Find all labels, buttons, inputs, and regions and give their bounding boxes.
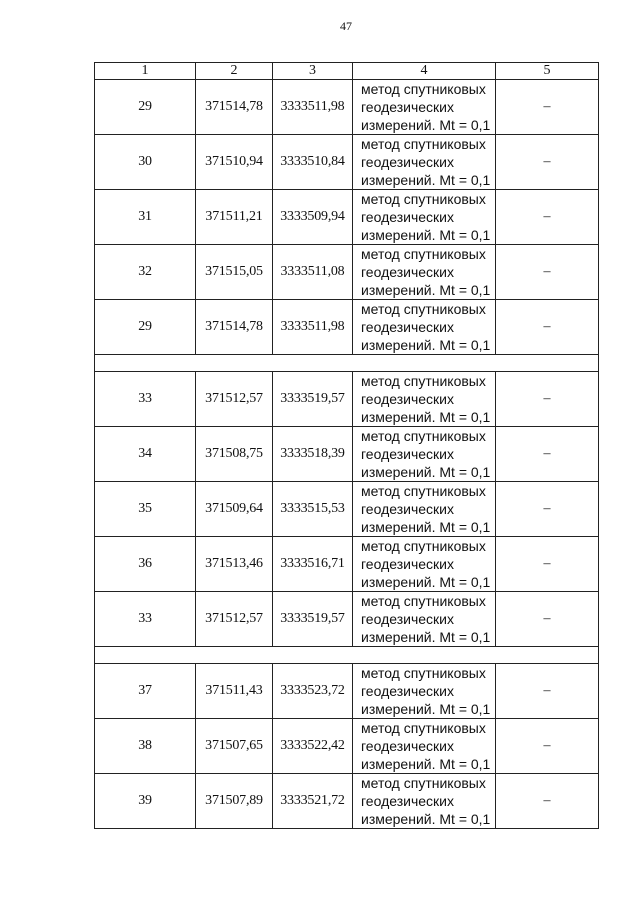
column-header-3: 3 xyxy=(273,63,353,80)
table-row xyxy=(95,135,599,190)
y-coordinate-cell: 3333522,42 xyxy=(273,719,353,774)
method-line: геодезических xyxy=(361,556,454,572)
method-line: метод спутниковых xyxy=(361,81,486,97)
method-cell xyxy=(353,80,496,135)
separator-cell xyxy=(95,647,599,664)
table-body xyxy=(95,63,599,829)
method-line: метод спутниковых xyxy=(361,301,486,317)
y-coordinate-cell: 3333518,39 xyxy=(273,427,353,482)
table-row xyxy=(95,300,599,355)
method-line: измерений. Mt = 0,1 xyxy=(361,701,491,717)
method-line: измерений. Mt = 0,1 xyxy=(361,756,491,772)
method-cell xyxy=(353,190,496,245)
point-number-cell: 39 xyxy=(95,774,196,829)
x-coordinate-cell: 371512,57 xyxy=(196,592,273,647)
x-coordinate-cell: 371507,65 xyxy=(196,719,273,774)
method-line: геодезических xyxy=(361,99,454,115)
note-cell: – xyxy=(496,372,599,427)
method-cell xyxy=(353,482,496,537)
method-cell xyxy=(353,427,496,482)
method-line: геодезических xyxy=(361,319,454,335)
method-line: метод спутниковых xyxy=(361,373,486,389)
point-number-cell: 30 xyxy=(95,135,196,190)
method-line: измерений. Mt = 0,1 xyxy=(361,629,491,645)
method-line: измерений. Mt = 0,1 xyxy=(361,282,491,298)
y-coordinate-cell: 3333511,98 xyxy=(273,300,353,355)
method-line: метод спутниковых xyxy=(361,428,486,444)
separator-row xyxy=(95,647,599,664)
table-row xyxy=(95,482,599,537)
method-line: геодезических xyxy=(361,154,454,170)
point-number-cell: 37 xyxy=(95,664,196,719)
y-coordinate-cell: 3333511,98 xyxy=(273,80,353,135)
note-cell: – xyxy=(496,190,599,245)
method-line: метод спутниковых xyxy=(361,538,486,554)
y-coordinate-cell: 3333511,08 xyxy=(273,245,353,300)
method-cell xyxy=(353,719,496,774)
method-line: геодезических xyxy=(361,446,454,462)
point-number-cell: 29 xyxy=(95,80,196,135)
method-cell xyxy=(353,372,496,427)
x-coordinate-cell: 371508,75 xyxy=(196,427,273,482)
method-line: метод спутниковых xyxy=(361,720,486,736)
page-number: 47 xyxy=(340,19,352,33)
x-coordinate-cell: 371513,46 xyxy=(196,537,273,592)
method-line: метод спутниковых xyxy=(361,665,486,681)
x-coordinate-cell: 371507,89 xyxy=(196,774,273,829)
method-line: измерений. Mt = 0,1 xyxy=(361,172,491,188)
note-cell: – xyxy=(496,482,599,537)
method-line: метод спутниковых xyxy=(361,483,486,499)
column-header-2: 2 xyxy=(196,63,273,80)
method-line: геодезических xyxy=(361,501,454,517)
column-header-1: 1 xyxy=(95,63,196,80)
x-coordinate-cell: 371512,57 xyxy=(196,372,273,427)
method-line: геодезических xyxy=(361,611,454,627)
method-line: измерений. Mt = 0,1 xyxy=(361,519,491,535)
method-line: метод спутниковых xyxy=(361,246,486,262)
y-coordinate-cell: 3333519,57 xyxy=(273,592,353,647)
y-coordinate-cell: 3333523,72 xyxy=(273,664,353,719)
separator-row xyxy=(95,355,599,372)
method-line: геодезических xyxy=(361,683,454,699)
note-cell: – xyxy=(496,80,599,135)
method-cell xyxy=(353,300,496,355)
point-number-cell: 34 xyxy=(95,427,196,482)
table-row xyxy=(95,80,599,135)
note-cell: – xyxy=(496,135,599,190)
method-line: измерений. Mt = 0,1 xyxy=(361,574,491,590)
point-number-cell: 35 xyxy=(95,482,196,537)
method-cell xyxy=(353,135,496,190)
method-line: геодезических xyxy=(361,209,454,225)
column-header-5: 5 xyxy=(496,63,599,80)
table-row xyxy=(95,719,599,774)
note-cell: – xyxy=(496,300,599,355)
note-cell: – xyxy=(496,719,599,774)
table-row xyxy=(95,245,599,300)
table-row xyxy=(95,190,599,245)
point-number-cell: 32 xyxy=(95,245,196,300)
note-cell: – xyxy=(496,774,599,829)
method-line: метод спутниковых xyxy=(361,136,486,152)
method-line: метод спутниковых xyxy=(361,775,486,791)
header-row xyxy=(95,63,599,80)
y-coordinate-cell: 3333519,57 xyxy=(273,372,353,427)
method-line: геодезических xyxy=(361,738,454,754)
note-cell: – xyxy=(496,537,599,592)
column-header-4: 4 xyxy=(353,63,496,80)
x-coordinate-cell: 371510,94 xyxy=(196,135,273,190)
point-number-cell: 33 xyxy=(95,372,196,427)
y-coordinate-cell: 3333509,94 xyxy=(273,190,353,245)
x-coordinate-cell: 371509,64 xyxy=(196,482,273,537)
note-cell: – xyxy=(496,245,599,300)
method-line: измерений. Mt = 0,1 xyxy=(361,337,491,353)
separator-cell xyxy=(95,355,599,372)
point-number-cell: 33 xyxy=(95,592,196,647)
x-coordinate-cell: 371514,78 xyxy=(196,80,273,135)
table-row xyxy=(95,427,599,482)
table-row xyxy=(95,664,599,719)
table-row xyxy=(95,372,599,427)
method-line: измерений. Mt = 0,1 xyxy=(361,811,491,827)
method-line: метод спутниковых xyxy=(361,593,486,609)
note-cell: – xyxy=(496,664,599,719)
y-coordinate-cell: 3333510,84 xyxy=(273,135,353,190)
method-line: геодезических xyxy=(361,264,454,280)
method-line: метод спутниковых xyxy=(361,191,486,207)
point-number-cell: 31 xyxy=(95,190,196,245)
table-row xyxy=(95,537,599,592)
y-coordinate-cell: 3333521,72 xyxy=(273,774,353,829)
method-cell xyxy=(353,245,496,300)
y-coordinate-cell: 3333516,71 xyxy=(273,537,353,592)
table-row xyxy=(95,774,599,829)
coordinates-table xyxy=(94,62,599,829)
method-line: измерений. Mt = 0,1 xyxy=(361,409,491,425)
x-coordinate-cell: 371515,05 xyxy=(196,245,273,300)
method-line: геодезических xyxy=(361,391,454,407)
note-cell: – xyxy=(496,592,599,647)
x-coordinate-cell: 371511,43 xyxy=(196,664,273,719)
method-cell xyxy=(353,537,496,592)
x-coordinate-cell: 371514,78 xyxy=(196,300,273,355)
table-row xyxy=(95,592,599,647)
point-number-cell: 38 xyxy=(95,719,196,774)
method-line: измерений. Mt = 0,1 xyxy=(361,464,491,480)
method-line: геодезических xyxy=(361,793,454,809)
method-cell xyxy=(353,592,496,647)
method-line: измерений. Mt = 0,1 xyxy=(361,227,491,243)
point-number-cell: 36 xyxy=(95,537,196,592)
point-number-cell: 29 xyxy=(95,300,196,355)
method-cell xyxy=(353,774,496,829)
method-cell xyxy=(353,664,496,719)
x-coordinate-cell: 371511,21 xyxy=(196,190,273,245)
y-coordinate-cell: 3333515,53 xyxy=(273,482,353,537)
note-cell: – xyxy=(496,427,599,482)
method-line: измерений. Mt = 0,1 xyxy=(361,117,491,133)
